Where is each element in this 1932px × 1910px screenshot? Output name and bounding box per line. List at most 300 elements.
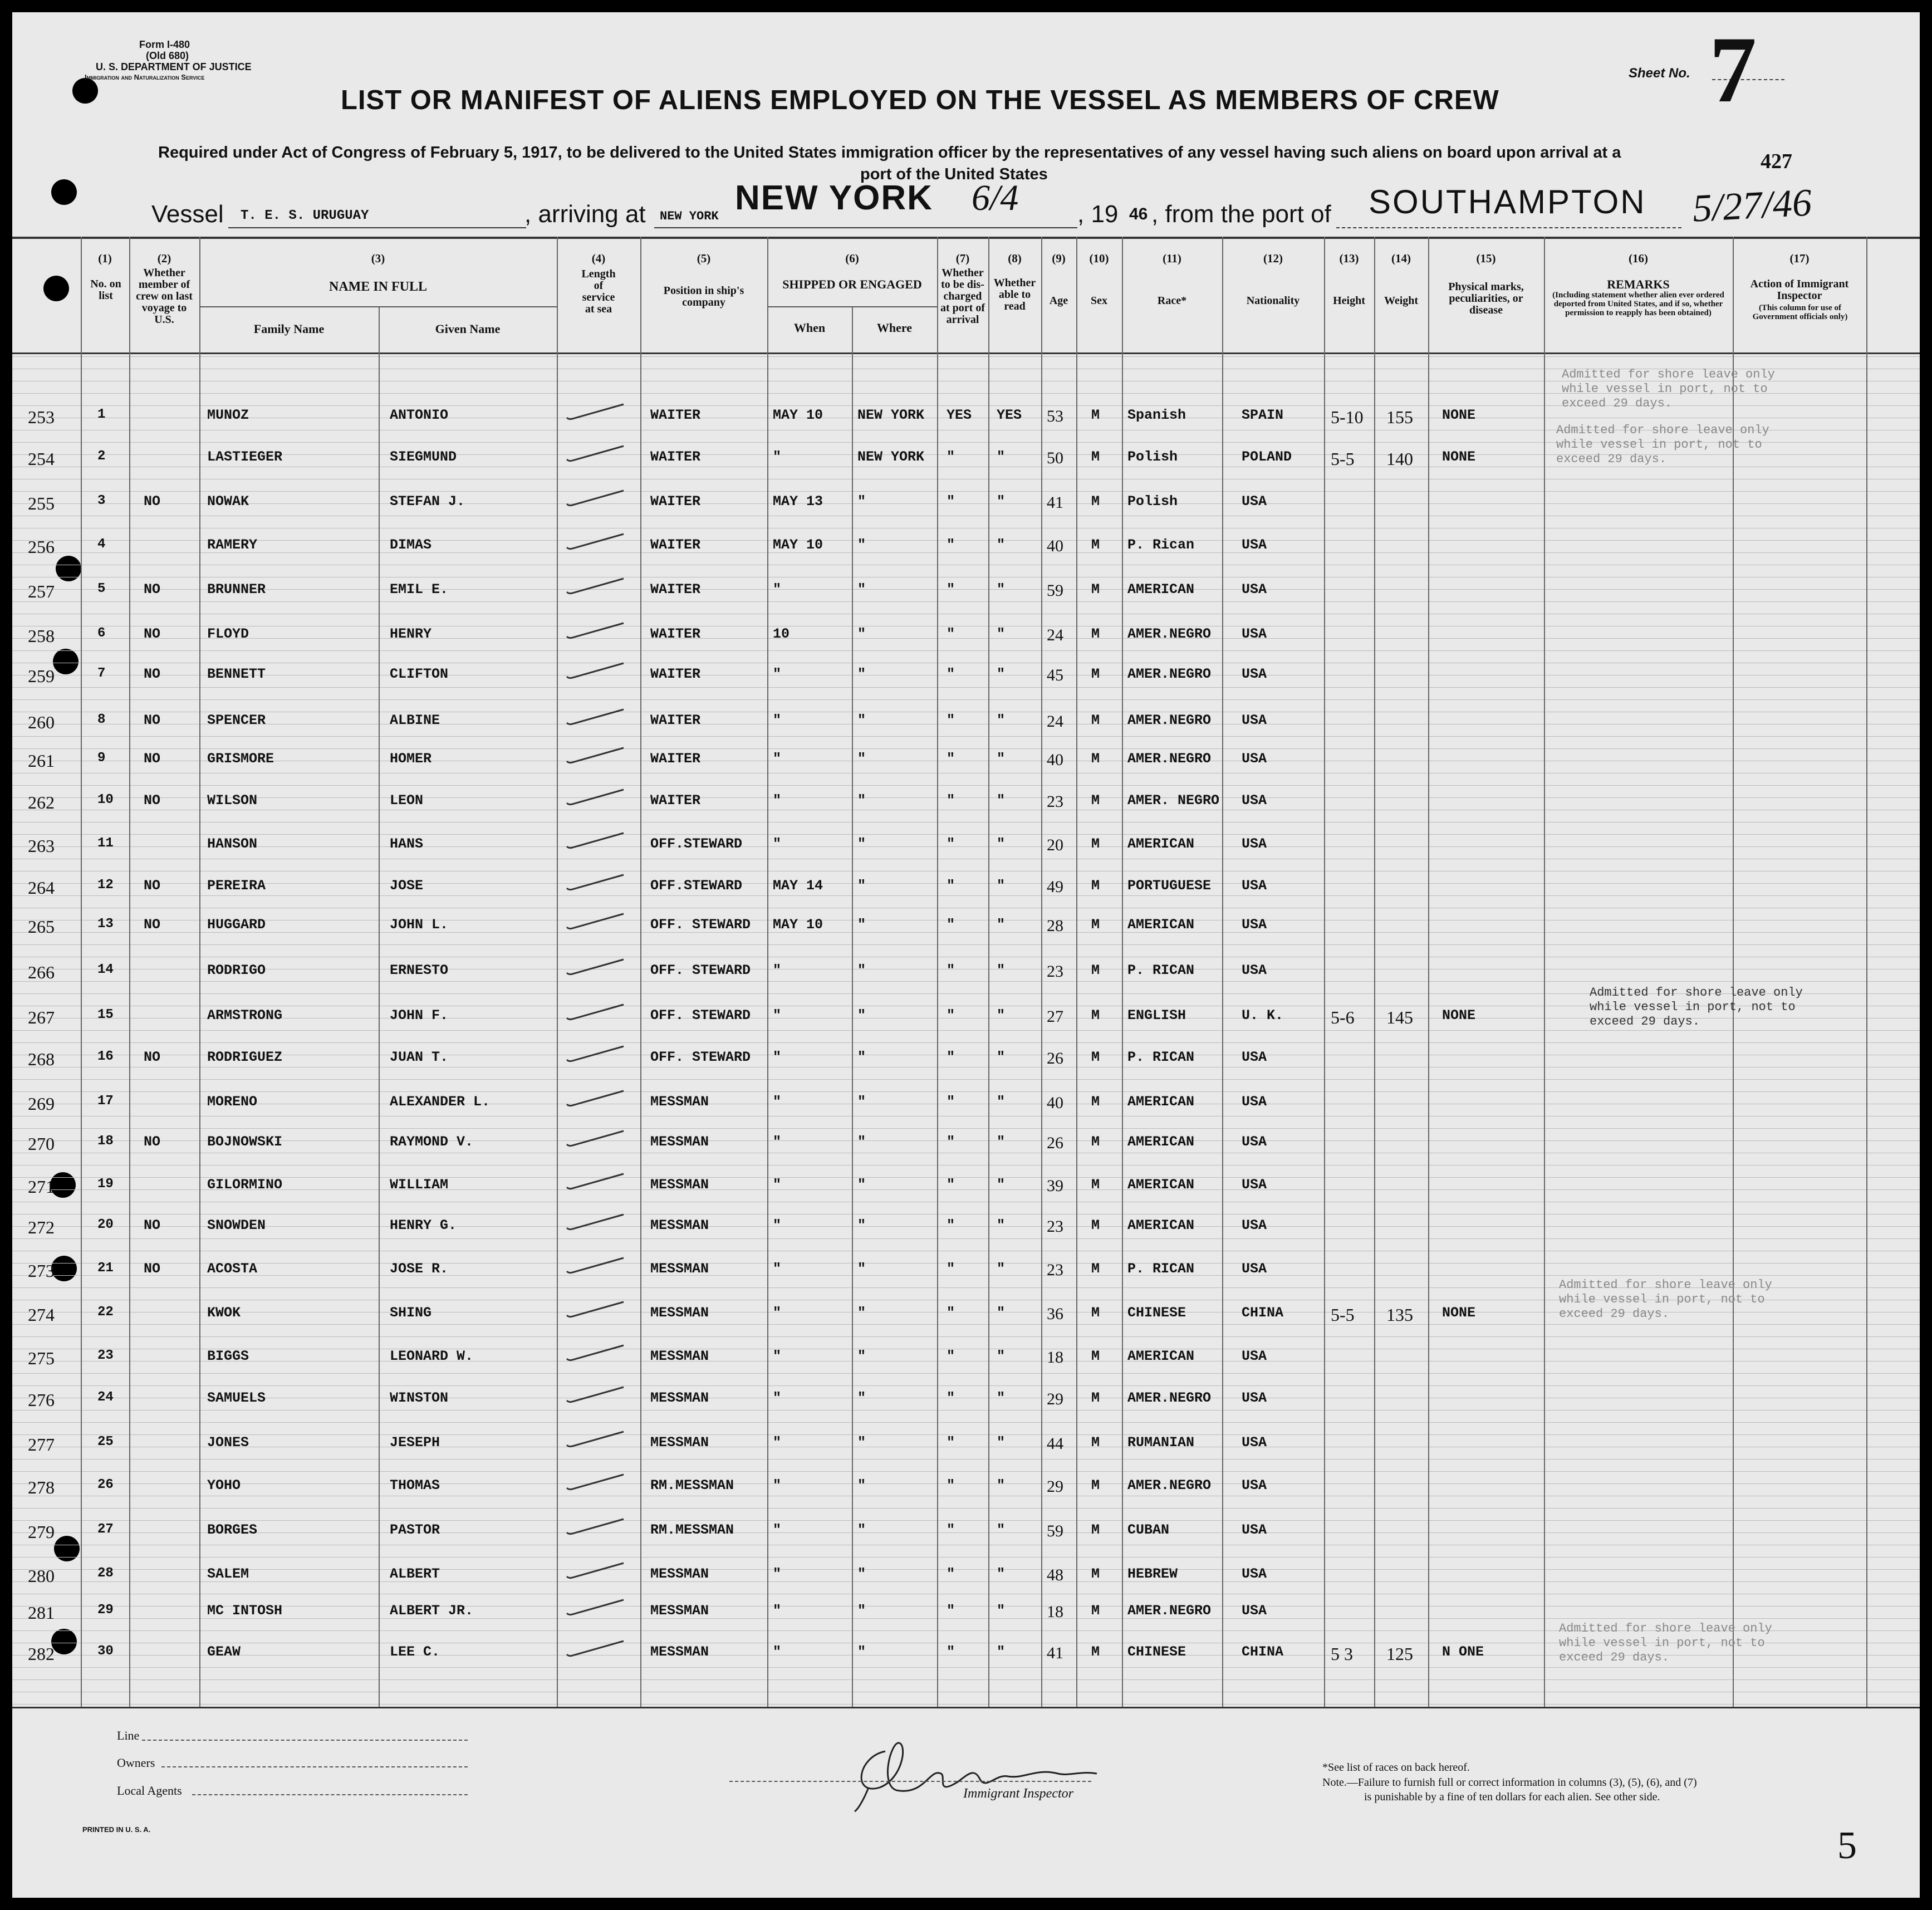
nationality: USA [1242,792,1267,809]
shipped-where: " [857,712,866,728]
ruled-line [12,1361,1920,1362]
col-num: (4) [591,252,606,265]
given-name: ALEXANDER L. [390,1094,491,1110]
col-header-service: Length of service at sea [581,268,616,315]
age: 26 [1047,1134,1063,1152]
shipped-when: " [773,751,782,767]
ruled-line [12,1422,1920,1423]
crew-margin-number: 280 [28,1566,55,1586]
family-name: SAMUELS [207,1390,266,1406]
ship-position: MESSMAN [650,1348,709,1364]
shipped-where: " [857,792,866,809]
crew-margin-number: 279 [28,1522,55,1542]
able-to-read: " [997,537,1006,553]
shipped-where: " [857,666,866,682]
nationality: POLAND [1242,449,1292,465]
given-name: LEONARD W. [390,1348,474,1364]
nationality: USA [1242,666,1267,682]
ship-position: WAITER [650,581,701,598]
remarks-stamp-line: while vessel in port, not to [1562,382,1768,396]
shipped-where: " [857,1261,866,1277]
ruled-line [12,1336,1920,1337]
race: AMERICAN [1127,1094,1195,1110]
col-num: (10) [1089,252,1109,265]
able-to-read: " [997,1134,1006,1150]
penalty-note-line1: Note.—Failure to furnish full or correct information in columns (3), (5), (6), and (7) [1322,1776,1697,1789]
shipped-where: " [857,1007,866,1023]
shipped-when: " [773,1134,782,1150]
ship-position: WAITER [650,712,701,728]
service-check-mark [562,487,629,510]
sex: M [1091,1217,1100,1233]
given-name: HENRY [390,626,432,642]
ruled-line [12,1324,1920,1325]
sex: M [1091,493,1100,510]
sex: M [1091,1603,1100,1619]
col-divider [1866,237,1867,1707]
col-num: (7) [955,252,970,265]
ship-position: RM.MESSMAN [650,1477,734,1493]
ruled-line [12,1410,1920,1411]
remarks-stamp-line: exceed 29 days. [1559,1651,1670,1664]
penalty-note-line2: is punishable by a fine of ten dollars for each alien. See other side. [1364,1791,1660,1803]
last-voyage: NO [144,751,161,767]
last-voyage: NO [144,493,161,510]
last-voyage: NO [144,792,161,809]
sex: M [1091,1261,1100,1277]
able-to-read: " [997,1477,1006,1493]
able-to-read: " [997,1644,1006,1660]
age: 23 [1047,1261,1063,1279]
list-number: 25 [97,1434,114,1449]
to-be-discharged: " [947,1261,955,1277]
list-number: 24 [97,1390,114,1405]
ship-position: OFF. STEWARD [650,917,751,933]
race: CHINESE [1127,1305,1186,1321]
arrival-port-typed: NEW YORK [660,209,719,223]
crew-margin-number: 260 [28,712,55,732]
shipped-when: " [773,1217,782,1233]
age: 18 [1047,1603,1063,1621]
ship-position: MESSMAN [650,1390,709,1406]
vessel-name: T. E. S. URUGUAY [241,208,369,223]
col-divider [1374,237,1375,1707]
sex: M [1091,1348,1100,1364]
given-name: ALBERT [390,1566,440,1582]
service-check-mark [562,1471,629,1493]
family-name: MUNOZ [207,407,249,423]
ship-position: WAITER [650,666,701,682]
list-number: 10 [97,792,114,807]
weight: 135 [1386,1305,1413,1325]
table-top-border [12,237,1920,239]
family-name: RODRIGUEZ [207,1049,283,1065]
list-number: 21 [97,1261,114,1276]
service-check-mark [562,1088,629,1110]
sheet-label: Sheet No. [1629,66,1690,81]
corner-mark: 5 [1837,1824,1857,1867]
shipped-where: " [857,1566,866,1582]
able-to-read: " [997,581,1006,598]
remarks-stamp [1562,368,1775,411]
ship-position: OFF. STEWARD [650,962,751,978]
race: AMERICAN [1127,1348,1195,1364]
punch-hole [43,276,69,301]
shipped-where: " [857,1390,866,1406]
col-divider [1076,237,1077,1707]
ruled-line [12,1226,1920,1227]
remarks-stamp [1590,986,1803,1029]
remarks-stamp-line: while vessel in port, not to [1556,438,1762,452]
family-name: ARMSTRONG [207,1007,283,1023]
ruled-line [12,1275,1920,1276]
race: AMER. NEGRO [1127,792,1220,809]
family-name: BOJNOWSKI [207,1134,283,1150]
crew-margin-number: 267 [28,1007,55,1027]
crew-margin-number: 275 [28,1348,55,1368]
list-number: 9 [97,751,106,766]
ruled-line [12,699,1920,700]
given-name: ERNESTO [390,962,449,978]
remarks-stamp-line: Admitted for shore leave only [1556,423,1769,437]
ruled-line [12,1091,1920,1092]
age: 53 [1047,407,1063,425]
service-check-mark [562,1171,629,1193]
sex: M [1091,1566,1100,1582]
age: 23 [1047,962,1063,981]
list-number: 5 [97,581,106,596]
shipped-when: " [773,1348,782,1364]
inspector-rule [729,1781,1091,1782]
ruled-line [12,1569,1920,1570]
printed-in-usa: PRINTED IN U. S. A. [82,1825,151,1834]
ruled-line [12,1704,1920,1705]
list-number: 12 [97,878,114,893]
age: 40 [1047,1094,1063,1112]
arrival-date: 6/4 [972,178,1019,218]
nationality: USA [1242,1261,1267,1277]
remarks-stamp [1556,423,1769,467]
given-name: CLIFTON [390,666,449,682]
given-name: HANS [390,836,424,852]
col-num: (11) [1163,252,1181,265]
shipped-when: " [773,1177,782,1193]
service-check-mark [562,620,629,642]
crew-margin-number: 268 [28,1049,55,1069]
last-voyage: NO [144,917,161,933]
list-number: 15 [97,1007,114,1022]
to-be-discharged: " [947,1522,955,1538]
race: AMERICAN [1127,1177,1195,1193]
age: 24 [1047,626,1063,644]
given-name: LEE C. [390,1644,440,1660]
sex: M [1091,1177,1100,1193]
shipped-where: " [857,962,866,978]
col-header-shipped: SHIPPED OR ENGAGED [782,277,922,291]
race: P. RICAN [1127,1261,1195,1277]
remarks-stamp-line: while vessel in port, not to [1559,1636,1765,1650]
given-name: PASTOR [390,1522,440,1538]
remarks-stamp-line: Admitted for shore leave only [1562,368,1775,381]
to-be-discharged: " [947,1348,955,1364]
shipped-when: " [773,836,782,852]
able-to-read: " [997,1348,1006,1364]
nationality: USA [1242,712,1267,728]
shipped-when: " [773,712,782,728]
crew-margin-number: 270 [28,1134,55,1154]
shipped-where: NEW YORK [857,449,925,465]
crew-margin-number: 274 [28,1305,55,1325]
sex: M [1091,751,1100,767]
race: AMER.NEGRO [1127,712,1212,728]
physical-marks: NONE [1442,1007,1476,1023]
shipped-where: " [857,1603,866,1619]
col-divider [988,237,989,1707]
family-name: BRUNNER [207,581,266,598]
age: 29 [1047,1477,1063,1496]
able-to-read: " [997,1094,1006,1110]
crew-margin-number: 282 [28,1644,55,1664]
col-num: (16) [1629,252,1648,265]
to-be-discharged: " [947,493,955,510]
col-num: (6) [845,252,859,265]
family-name: RODRIGO [207,962,266,978]
service-check-mark [562,956,629,978]
sheet-number: 7 [1709,17,1757,122]
local-agents-label: Local Agents [117,1784,182,1798]
col-num: (1) [98,252,112,265]
list-number: 28 [97,1566,114,1581]
remarks-stamp-line: Admitted for shore leave only [1590,986,1803,1000]
able-to-read: " [997,1603,1006,1619]
physical-marks: NONE [1442,1305,1476,1321]
ruled-line [12,736,1920,737]
able-to-read: " [997,1305,1006,1321]
shipped-where: " [857,878,866,894]
col-num: (3) [371,252,385,265]
shipped-when: MAY 10 [773,537,823,553]
sex: M [1091,712,1100,728]
remarks-stamp [1559,1622,1772,1665]
shipped-where: " [857,537,866,553]
ruled-line [12,981,1920,982]
given-name: ALBINE [390,712,440,728]
ruled-line [12,834,1920,835]
col-num: (17) [1789,252,1810,265]
able-to-read: " [997,666,1006,682]
race: ENGLISH [1127,1007,1186,1023]
list-number: 17 [97,1094,114,1109]
list-number: 23 [97,1348,114,1363]
last-voyage: NO [144,1261,161,1277]
nationality: USA [1242,836,1267,852]
nationality: USA [1242,878,1267,894]
weight: 140 [1386,449,1413,469]
service-check-mark [562,830,629,852]
family-name: HANSON [207,836,258,852]
list-number: 16 [97,1049,114,1064]
sex: M [1091,581,1100,598]
ship-position: WAITER [650,537,701,553]
shipped-when: " [773,666,782,682]
list-number: 27 [97,1522,114,1537]
ruled-line [12,1434,1920,1435]
service-check-mark [562,401,629,423]
able-to-read: " [997,626,1006,642]
able-to-read: " [997,1007,1006,1023]
col-header-height: Height [1333,295,1365,307]
family-name: BORGES [207,1522,258,1538]
family-name: LASTIEGER [207,449,283,465]
ruled-line [12,846,1920,847]
remarks-stamp-line: Admitted for shore leave only [1559,1278,1772,1292]
given-name: STEFAN J. [390,493,465,510]
list-number: 18 [97,1134,114,1149]
ruled-line [12,601,1920,602]
to-be-discharged: " [947,1644,955,1660]
able-to-read: " [997,1390,1006,1406]
able-to-read: " [997,878,1006,894]
race: CHINESE [1127,1644,1186,1660]
nationality: USA [1242,1477,1267,1493]
nationality: U. K. [1242,1007,1284,1023]
ruled-line [12,1128,1920,1129]
list-number: 29 [97,1603,114,1618]
shipped-when: " [773,1305,782,1321]
able-to-read: " [997,962,1006,978]
ruled-line [12,1618,1920,1619]
age: 59 [1047,1522,1063,1540]
race: AMER.NEGRO [1127,1390,1212,1406]
punch-hole [51,1629,77,1654]
sex: M [1091,1305,1100,1321]
col-divider [767,237,768,1707]
sex: M [1091,878,1100,894]
race: Polish [1127,493,1178,510]
race: P. Rican [1127,537,1195,553]
list-number: 1 [97,407,106,422]
last-voyage: NO [144,1049,161,1065]
age: 27 [1047,1007,1063,1026]
ruled-line [12,1177,1920,1178]
header-bottom-border [12,352,1920,354]
ruled-line [12,1373,1920,1374]
able-to-read: " [997,449,1006,465]
sex: M [1091,537,1100,553]
col-divider [1222,237,1223,1707]
able-to-read: " [997,1217,1006,1233]
service-check-mark [562,1384,629,1406]
ship-position: MESSMAN [650,1217,709,1233]
crew-margin-number: 276 [28,1390,55,1410]
ruled-line [12,895,1920,896]
ruled-line [12,540,1920,541]
list-number: 7 [97,666,106,681]
able-to-read: YES [997,407,1022,423]
crew-margin-number: 261 [28,751,55,771]
ruled-line [12,1581,1920,1582]
able-to-read: " [997,1434,1006,1451]
col-header-remarks-note: (Including statement whether alien ever ordered deported from United States, and if so, whether permission to reapply has been obtained) [1552,291,1724,317]
punch-hole [51,1256,77,1281]
col-header-nationality: Nationality [1246,295,1300,307]
height: 5-5 [1331,449,1355,469]
sex: M [1091,666,1100,682]
punch-hole [54,1536,80,1561]
shipped-when: " [773,581,782,598]
ruled-line [12,1140,1920,1141]
given-name: HENRY G. [390,1217,457,1233]
given-name: JOSE R. [390,1261,449,1277]
punch-hole [51,179,77,205]
able-to-read: " [997,1177,1006,1193]
to-be-discharged: " [947,1134,955,1150]
crew-margin-number: 262 [28,792,55,812]
service-check-mark [562,1043,629,1065]
crew-margin-number: 273 [28,1261,55,1281]
shipped-when: " [773,1477,782,1493]
able-to-read: " [997,751,1006,767]
col-header-when: When [793,321,826,335]
able-to-read: " [997,493,1006,510]
service-check-mark [562,1596,629,1619]
race: HEBREW [1127,1566,1178,1582]
shipped-when: " [773,1390,782,1406]
shipped-when: MAY 13 [773,493,823,510]
shipped-where: " [857,493,866,510]
family-name: RAMERY [207,537,258,553]
col-divider [1041,237,1042,1707]
arrival-port-stamp: NEW YORK [735,179,933,217]
crew-margin-number: 256 [28,537,55,557]
punch-hole [56,556,81,581]
col-divider [852,307,853,1707]
col-header-age: Age [1049,295,1068,307]
ship-position: MESSMAN [650,1434,709,1451]
family-name: SPENCER [207,712,266,728]
service-check-mark [562,660,629,682]
ruled-line [12,1557,1920,1558]
nationality: USA [1242,1217,1267,1233]
height: 5-6 [1331,1007,1355,1027]
nationality: USA [1242,1177,1267,1193]
form-old-number: (Old 680) [146,50,189,61]
crew-margin-number: 271 [28,1177,55,1197]
races-note: *See list of races on back hereof. [1322,1761,1470,1774]
vessel-label: Vessel [151,200,224,228]
to-be-discharged: " [947,836,955,852]
shipped-where: " [857,836,866,852]
sex: M [1091,792,1100,809]
weight: 125 [1386,1644,1413,1664]
col-num: (12) [1263,252,1283,265]
age: 48 [1047,1566,1063,1584]
name-subheader-line [199,306,557,307]
able-to-read: " [997,712,1006,728]
page-reference: 427 [1761,150,1792,173]
col-num: (9) [1052,252,1066,265]
remarks-stamp-line: while vessel in port, not to [1559,1292,1765,1306]
family-name: KWOK [207,1305,241,1321]
nationality: USA [1242,1603,1267,1619]
col-num: (8) [1008,252,1022,265]
height: 5-10 [1331,407,1364,427]
service-check-mark [562,1342,629,1364]
shipped-when: " [773,449,782,465]
crew-margin-number: 259 [28,666,55,686]
shipped-where: " [857,1477,866,1493]
ruled-line [12,1030,1920,1031]
